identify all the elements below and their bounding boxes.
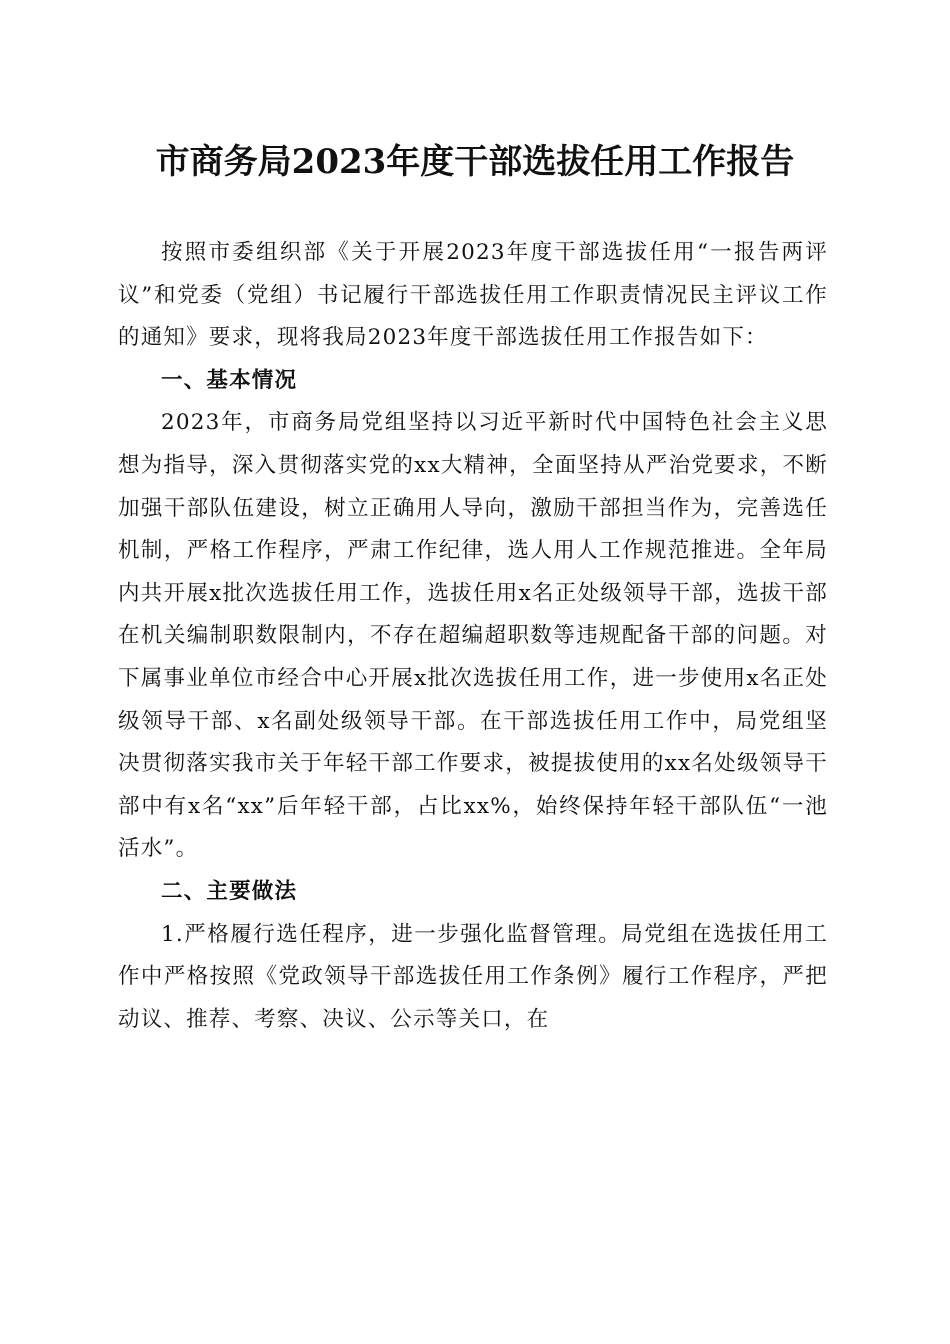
section-heading-basic-situation: 一、基本情况 — [161, 367, 298, 393]
intro-paragraph: 按照市委组织部《关于开展2023年度干部选拔任用“一报告两评议”和党委（党组）书记履行干部选拔任用工作职责情况民主评议工作的通知》要求，现将我局2023年度干部选拔任用工作报告如下： — [118, 240, 828, 351]
document-body — [118, 232, 828, 1041]
section-heading-main-practices: 二、主要做法 — [161, 878, 298, 904]
document-title: 市商务局2023年度干部选拔任用工作报告 — [155, 142, 795, 182]
main-practices-paragraph: 1.严格履行选任程序，进一步强化监督管理。局党组在选拔任用工作中严格按照《党政领导干部选拔任用工作条例》履行工作程序，严把动议、推荐、考察、决议、公示等关口，在 — [118, 921, 828, 1032]
basic-situation-paragraph: 2023年，市商务局党组坚持以习近平新时代中国特色社会主义思想为指导，深入贯彻落实党的xx大精神，全面坚持从严治党要求，不断加强干部队伍建设，树立正确用人导向，激励干部担当作为，完善选任机制，严格工作程序，严肃工作纪律，选人用人工作规范推进。全年局内共开展x批次选拔任用工作，选拔任用x名正处级领导干部，选拔干部在机关编制职数限制内，不存在超编超职数等违规配备干部的问题。对下属事业单位市经合中心开展x批次选拔任用工作，进一步使用x名正处级领导干部、x名副处级领导干部。在干部选拔任用工作中，局党组坚决贯彻落实我市关于年轻干部工作要求，被提拔使用的xx名处级领导干部中有x名“xx”后年轻干部，占比xx%，始终保持年轻干部队伍“一池活水”。 — [118, 410, 828, 862]
